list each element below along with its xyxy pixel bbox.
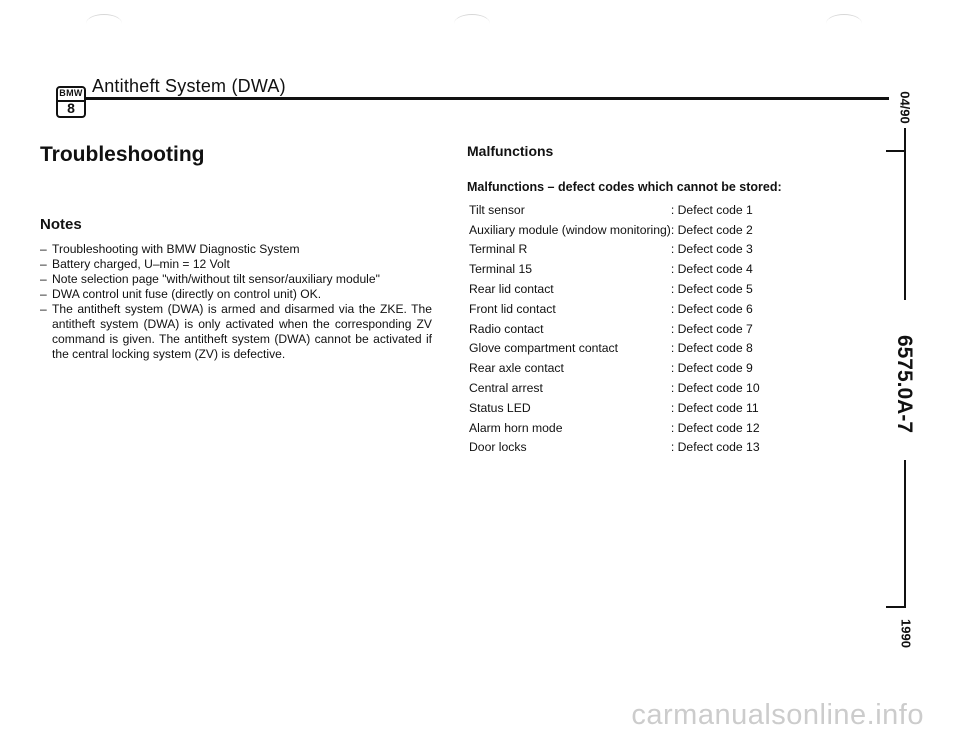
- table-row: [469, 398, 799, 418]
- malfunctions-heading: Malfunctions: [467, 143, 554, 159]
- table-row: [469, 358, 799, 378]
- note-item: – Troubleshooting with BMW Diagnostic System: [40, 242, 432, 257]
- component-name: Front lid contact: [469, 301, 556, 316]
- table-row: [469, 378, 799, 398]
- defect-code: : Defect code 6: [670, 301, 753, 316]
- defect-code: : Defect code 2: [670, 222, 753, 237]
- component-name: Glove compartment contact: [469, 341, 619, 356]
- malfunctions-subheading: Malfunctions – defect codes which cannot be stored:: [467, 180, 782, 194]
- table-row: [469, 240, 799, 260]
- logo-series: 8: [67, 100, 75, 116]
- component-name: Terminal 15: [469, 262, 532, 277]
- header-rule: [86, 97, 889, 100]
- component-name: Door locks: [469, 440, 527, 455]
- margin-date: 04/90: [897, 91, 913, 124]
- defect-code: : Defect code 7: [670, 321, 753, 336]
- margin-tick: [886, 150, 905, 152]
- table-row: [469, 339, 799, 359]
- table-row: [469, 220, 799, 240]
- defect-code: : Defect code 11: [670, 400, 759, 415]
- margin-tick: [886, 606, 905, 608]
- defect-code: : Defect code 13: [670, 440, 760, 455]
- note-item: – DWA control unit fuse (directly on control unit) OK.: [40, 287, 432, 302]
- component-name: Alarm horn mode: [469, 420, 563, 435]
- watermark: carmanualsonline.info: [631, 699, 924, 731]
- note-item: – Note selection page "with/without tilt sensor/auxiliary module": [40, 272, 432, 287]
- scan-mark: [454, 14, 490, 33]
- component-name: Radio contact: [469, 321, 544, 336]
- component-name: Tilt sensor: [469, 202, 525, 217]
- table-row: [469, 279, 799, 299]
- defect-code: : Defect code 9: [670, 361, 753, 376]
- scan-mark: [86, 14, 122, 33]
- margin-year: 1990: [898, 619, 914, 648]
- component-name: Rear lid contact: [469, 282, 554, 297]
- defect-code: : Defect code 5: [670, 282, 753, 297]
- note-item: – The antitheft system (DWA) is armed and disarmed via the ZKE. The antitheft system (DWA) is only activated when the corresponding ZV command is given. The antitheft system (DWA) cannot be activated if the central locking system (ZV) is defective.: [40, 302, 432, 362]
- notes-heading: Notes: [40, 216, 82, 233]
- table-row: [469, 319, 799, 339]
- table-row: [469, 259, 799, 279]
- note-item: – Battery charged, U–min = 12 Volt: [40, 257, 432, 272]
- logo-brand: BMW: [58, 88, 84, 102]
- notes-list: [40, 242, 432, 362]
- defect-code: : Defect code 12: [670, 420, 760, 435]
- component-name: Status LED: [469, 400, 531, 415]
- table-row: [469, 299, 799, 319]
- margin-rule: [904, 460, 906, 608]
- component-name: Auxiliary module (window monitoring): [469, 222, 671, 237]
- defect-code: : Defect code 4: [670, 262, 753, 277]
- table-row: [469, 418, 799, 438]
- bmw-logo: [56, 86, 86, 118]
- defect-code-table: [469, 200, 799, 457]
- margin-rule: [904, 128, 906, 300]
- defect-code: : Defect code 1: [670, 202, 753, 217]
- defect-code: : Defect code 10: [670, 381, 760, 396]
- defect-code: : Defect code 8: [670, 341, 753, 356]
- component-name: Rear axle contact: [469, 361, 564, 376]
- page-title: Troubleshooting: [40, 143, 205, 166]
- header-title: Antitheft System (DWA): [92, 76, 286, 96]
- component-name: Terminal R: [469, 242, 528, 257]
- margin-page-code: 6575.0A-7: [893, 334, 916, 434]
- defect-code: : Defect code 3: [670, 242, 753, 257]
- table-row: [469, 438, 799, 458]
- component-name: Central arrest: [469, 381, 543, 396]
- scan-mark: [826, 14, 862, 33]
- table-row: [469, 200, 799, 220]
